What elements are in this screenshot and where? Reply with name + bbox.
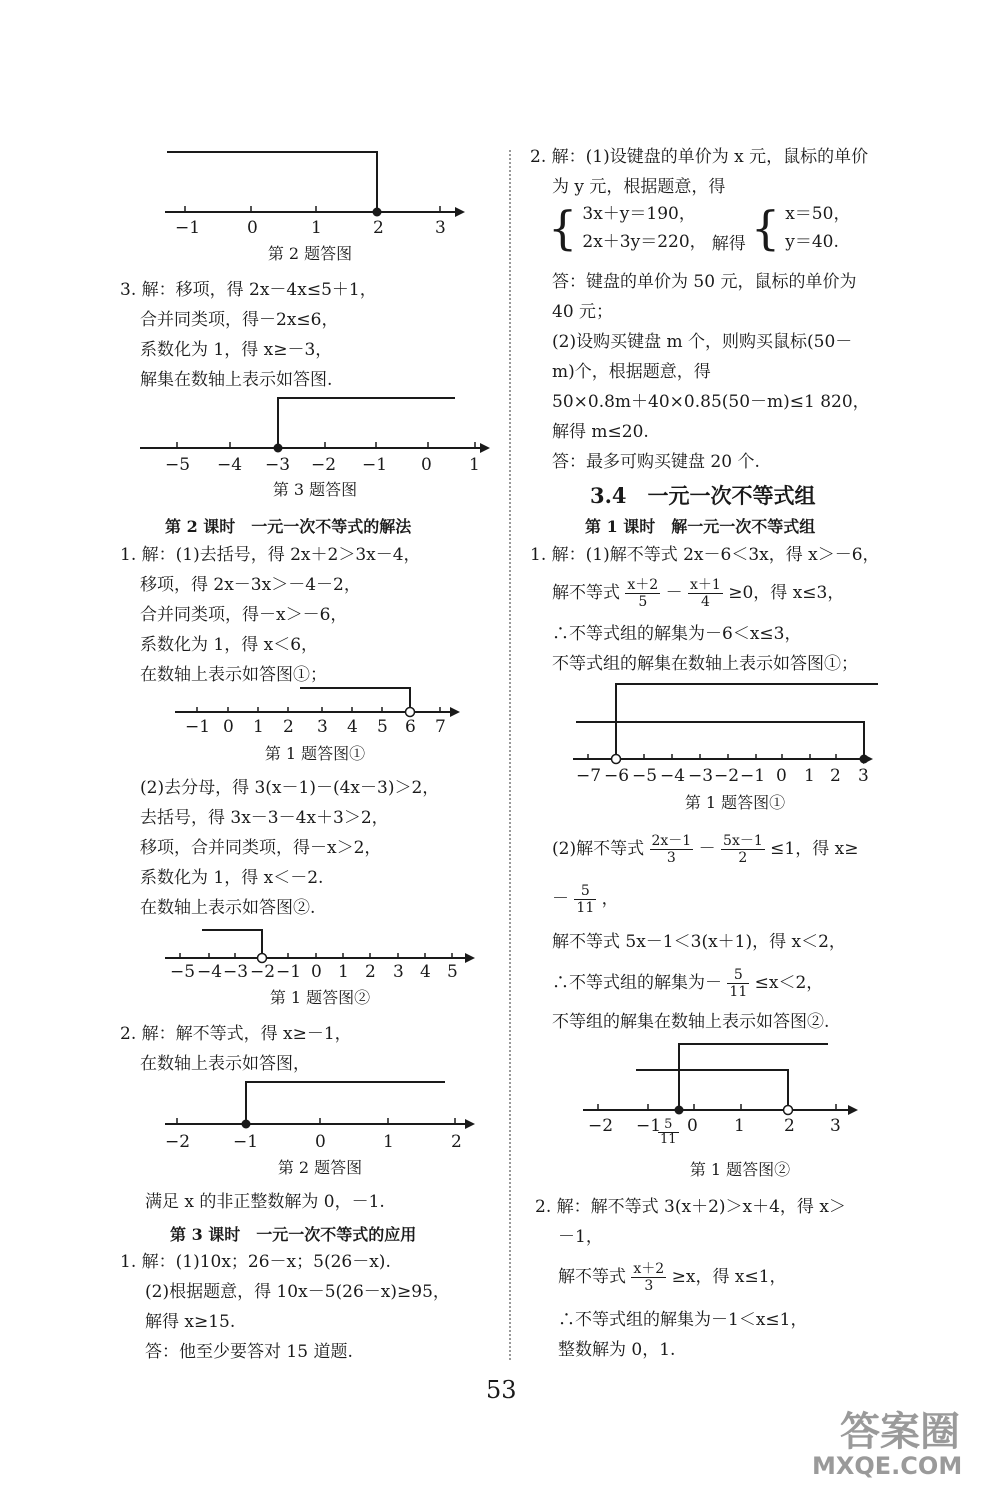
page-number: 53 bbox=[486, 1376, 517, 1404]
lesson-title: 第 2 课时 一元一次不等式的解法 bbox=[165, 517, 412, 536]
text: (2)解不等式 bbox=[552, 839, 645, 859]
tick-label: 1 bbox=[804, 766, 815, 786]
tick-label: −3 bbox=[223, 962, 249, 982]
text: － bbox=[665, 583, 683, 603]
tick-label: −1 bbox=[175, 218, 201, 238]
text-line: 答：他至少要答对 15 道题. bbox=[145, 1342, 353, 1362]
tick-label: −6 bbox=[604, 766, 630, 786]
equation-system bbox=[548, 200, 850, 256]
text: ≤1，得 x≥ bbox=[770, 839, 859, 859]
tick-label: −1 bbox=[636, 1116, 662, 1136]
text-line: 40 元； bbox=[552, 302, 614, 322]
tick-label: 5 bbox=[377, 717, 388, 737]
text-line: 50×0.8m＋40×0.85(50－m)≤1 820， bbox=[552, 392, 870, 412]
text-line: 解集在数轴上表示如答图. bbox=[140, 370, 333, 390]
fraction-line bbox=[552, 962, 823, 1004]
fraction-line bbox=[552, 878, 619, 920]
fraction bbox=[688, 577, 723, 610]
tick-label: 7 bbox=[435, 717, 446, 737]
tick-label: 3 bbox=[435, 218, 446, 238]
brace-icon: { bbox=[750, 201, 781, 255]
text: － bbox=[552, 889, 569, 909]
lesson-title: 第 3 课时 一元一次不等式的应用 bbox=[170, 1225, 417, 1244]
text-line: 1. 解：(1)10x；26－x；5(26－x). bbox=[120, 1252, 391, 1272]
tick-label: 1 bbox=[311, 218, 322, 238]
tick-label: −1 bbox=[276, 962, 302, 982]
text-line: 合并同类项，得－x＞－6， bbox=[140, 605, 348, 625]
denominator: 11 bbox=[729, 984, 748, 1000]
text: ， bbox=[601, 889, 619, 909]
tick-label: 5 bbox=[447, 962, 458, 982]
text: ≥0，得 x≤3， bbox=[728, 583, 845, 603]
tick-label: −2 bbox=[165, 1132, 191, 1152]
tick-label: −1 bbox=[185, 717, 211, 737]
fraction bbox=[650, 833, 694, 866]
tick-label: 0 bbox=[223, 717, 234, 737]
numerator: x＋2 bbox=[633, 1261, 665, 1277]
text-line: 移项，合并同类项，得－x＞2， bbox=[140, 838, 382, 858]
numerator: x＋1 bbox=[690, 577, 721, 593]
denominator: 2 bbox=[738, 850, 748, 866]
tick-label: 0 bbox=[247, 218, 258, 238]
fraction-line bbox=[552, 828, 858, 870]
tick-label: 2 bbox=[373, 218, 384, 238]
tick-label: 1 bbox=[469, 455, 480, 475]
denominator: 3 bbox=[644, 1278, 654, 1294]
figure-caption: 第 2 题答图 bbox=[277, 1158, 363, 1177]
tick-label: −4 bbox=[660, 766, 686, 786]
numerator: x＋2 bbox=[627, 577, 659, 593]
numerator: 2x－1 bbox=[651, 833, 692, 849]
tick-label: 0 bbox=[311, 962, 322, 982]
tick-label: 2 bbox=[830, 766, 841, 786]
tick-label: 0 bbox=[687, 1116, 698, 1136]
text-line: 1. 解：(1)去括号，得 2x＋2＞3x－4， bbox=[120, 545, 421, 565]
text-line: 为 y 元，根据题意，得 bbox=[552, 177, 726, 197]
text-line: 答：最多可购买键盘 20 个. bbox=[552, 452, 760, 472]
text: ≤x＜2， bbox=[754, 973, 824, 993]
text-line: 系数化为 1，得 x≥－3， bbox=[140, 340, 333, 360]
fraction bbox=[574, 883, 596, 916]
brace-icon: { bbox=[548, 201, 578, 255]
tick-label: 1 bbox=[338, 962, 349, 982]
column-divider bbox=[509, 150, 511, 1360]
tick-label: −2 bbox=[250, 962, 276, 982]
tick-label: 2 bbox=[784, 1116, 795, 1136]
equation: 2x＋3y＝220， bbox=[582, 232, 707, 252]
text-line: 整数解为 0，1. bbox=[558, 1340, 676, 1360]
tick-label: −2 bbox=[588, 1116, 614, 1136]
tick-label: 4 bbox=[347, 717, 358, 737]
tick-label: −5 bbox=[170, 962, 196, 982]
tick-label: 2 bbox=[451, 1132, 462, 1152]
fraction-line bbox=[552, 572, 844, 614]
tick-label: 1 bbox=[383, 1132, 394, 1152]
fraction bbox=[721, 833, 765, 866]
tick-label: −7 bbox=[576, 766, 602, 786]
text-solve: 解得 bbox=[711, 233, 746, 254]
text-line: 2. 解：解不等式 3(x＋2)＞x＋4，得 x＞ bbox=[535, 1197, 846, 1217]
text-line: (2)设购买键盘 m 个，则购买鼠标(50－ bbox=[552, 332, 853, 352]
fraction bbox=[631, 1261, 666, 1294]
tick-label: 1 bbox=[734, 1116, 745, 1136]
text-line: 1. 解：(1)解不等式 2x－6＜3x，得 x＞－6， bbox=[530, 545, 880, 565]
fraction-line bbox=[558, 1256, 787, 1298]
tick-label: −3 bbox=[688, 766, 714, 786]
text-line: 去括号，得 3x－3－4x＋3＞2， bbox=[140, 808, 389, 828]
text: 解不等式 bbox=[552, 583, 620, 603]
equation: y＝40. bbox=[785, 232, 839, 252]
equation: x＝50， bbox=[785, 204, 851, 224]
numberline-r1 bbox=[568, 676, 888, 776]
figure-caption: 第 3 题答图 bbox=[272, 480, 358, 499]
tick-label: 3 bbox=[830, 1116, 841, 1136]
tick-label: 6 bbox=[405, 717, 416, 737]
text-line: 在数轴上表示如答图， bbox=[140, 1054, 310, 1074]
text-line: 解得 m≤20. bbox=[552, 422, 649, 442]
text-line: 移项，得 2x－3x＞－4－2， bbox=[140, 575, 361, 595]
figure-caption: 第 2 题答图 bbox=[267, 244, 353, 263]
text-line: 满足 x 的非正整数解为 0，－1. bbox=[145, 1192, 385, 1212]
text-line: m)个，根据题意，得 bbox=[552, 362, 711, 382]
numerator: 5 bbox=[727, 967, 749, 984]
text-line: 合并同类项，得－2x≤6， bbox=[140, 310, 339, 330]
text-line: 系数化为 1，得 x＜6， bbox=[140, 635, 319, 655]
figure-caption: 第 1 题答图① bbox=[684, 793, 786, 812]
text-line: 解得 x≥15. bbox=[145, 1312, 236, 1332]
text-line: 2. 解：(1)设键盘的单价为 x 元，鼠标的单价 bbox=[530, 147, 869, 167]
fraction bbox=[625, 577, 660, 610]
text-line: ∴不等式组的解集为－6＜x≤3， bbox=[552, 624, 802, 644]
denominator: 3 bbox=[666, 850, 676, 866]
tick-label: 3 bbox=[858, 766, 869, 786]
numerator: 5 bbox=[658, 1118, 679, 1133]
tick-label: 2 bbox=[283, 717, 294, 737]
tick-label: 0 bbox=[315, 1132, 326, 1152]
text-line: 解不等式 5x－1＜3(x＋1)，得 x＜2， bbox=[552, 932, 846, 952]
figure-caption: 第 1 题答图① bbox=[264, 744, 366, 763]
text-line: －1， bbox=[558, 1227, 603, 1247]
tick-label: −5 bbox=[632, 766, 658, 786]
denominator: 11 bbox=[660, 1132, 677, 1147]
text-line: 系数化为 1，得 x＜－2. bbox=[140, 868, 324, 888]
tick-label: 1 bbox=[253, 717, 264, 737]
tick-label: −2 bbox=[714, 766, 740, 786]
text-line: 在数轴上表示如答图②. bbox=[140, 898, 316, 918]
text-line: 答：键盘的单价为 50 元，鼠标的单价为 bbox=[552, 272, 857, 292]
watermark-url: MXQE.COM bbox=[812, 1452, 963, 1480]
text-line: (2)根据题意，得 10x－5(26－x)≥95， bbox=[145, 1282, 450, 1302]
tick-label: 3 bbox=[317, 717, 328, 737]
section-title: 3.4 一元一次不等式组 bbox=[590, 483, 816, 508]
numerator: 5x－1 bbox=[723, 833, 763, 849]
text-line: 2. 解：解不等式，得 x≥－1， bbox=[120, 1024, 352, 1044]
text-line: 3. 解：移项，得 2x－4x≤5＋1， bbox=[120, 280, 377, 300]
tick-label: −4 bbox=[217, 455, 243, 475]
tick-label: 2 bbox=[365, 962, 376, 982]
text-line: ∴不等式组的解集为－1＜x≤1， bbox=[558, 1310, 808, 1330]
tick-label: 4 bbox=[420, 962, 431, 982]
figure-caption: 第 1 题答图② bbox=[269, 988, 371, 1007]
text-line: 不等组的解集在数轴上表示如答图②. bbox=[552, 1012, 830, 1032]
text-line: 不等式组的解集在数轴上表示如答图①； bbox=[552, 654, 858, 674]
fraction bbox=[727, 967, 749, 1000]
denominator: 4 bbox=[700, 594, 710, 610]
tick-label: −1 bbox=[362, 455, 388, 475]
tick-label: −2 bbox=[311, 455, 337, 475]
denominator: 11 bbox=[576, 900, 595, 916]
tick-label: −1 bbox=[740, 766, 766, 786]
text: － bbox=[698, 839, 716, 859]
numberline-r2 bbox=[578, 1036, 868, 1126]
watermark-top: 答案圈 bbox=[840, 1409, 960, 1455]
text-line: (2)去分母，得 3(x－1)－(4x－3)＞2， bbox=[140, 778, 440, 798]
tick-fraction bbox=[658, 1118, 679, 1147]
numberline-q2b bbox=[155, 1072, 485, 1132]
figure-caption: 第 1 题答图② bbox=[689, 1160, 791, 1179]
watermark-logo bbox=[840, 1400, 960, 1457]
tick-label: −4 bbox=[197, 962, 223, 982]
tick-label: −1 bbox=[233, 1132, 259, 1152]
denominator: 5 bbox=[638, 594, 648, 610]
tick-label: 3 bbox=[393, 962, 404, 982]
tick-label: 0 bbox=[421, 455, 432, 475]
equation: 3x＋y＝190， bbox=[582, 204, 696, 224]
text-line: 在数轴上表示如答图①； bbox=[140, 665, 327, 685]
tick-label: 0 bbox=[776, 766, 787, 786]
tick-label: −3 bbox=[265, 455, 291, 475]
text: ∴不等式组的解集为－ bbox=[552, 973, 722, 993]
numerator: 5 bbox=[574, 883, 596, 900]
tick-label: −5 bbox=[165, 455, 191, 475]
text: ≥x，得 x≤1， bbox=[671, 1267, 787, 1287]
text: 解不等式 bbox=[558, 1267, 626, 1287]
lesson-title: 第 1 课时 解一元一次不等式组 bbox=[585, 517, 816, 536]
